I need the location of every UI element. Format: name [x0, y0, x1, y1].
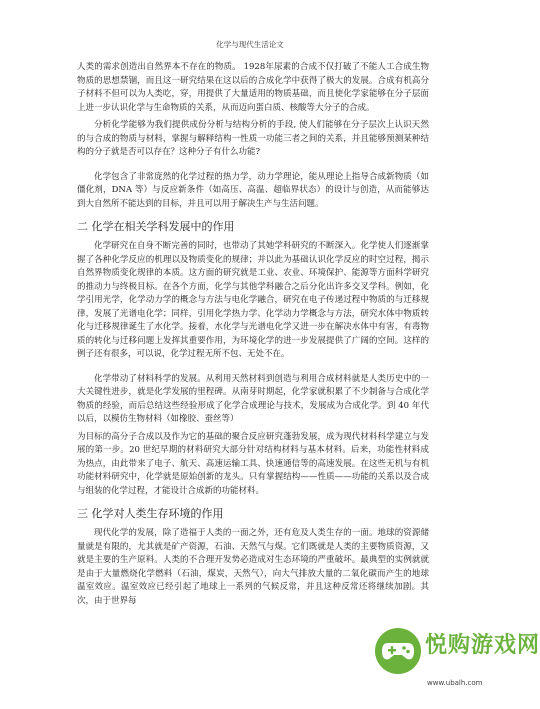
section-heading-2: 二 化学在相关学科发展中的作用: [77, 220, 235, 233]
document-body: [77, 61, 429, 612]
paragraph-materials: 化学带动了材料科学的发展。从利用天然材料到创造与利用合成材料就是人类历史中的一大关键性进步，就是化学发展的里程碑。从南芽时期起，化学家就积累了不少制备与合成化学物质的经验，而后总结这些经验形成了化学合成理论与技术，发展成为合成化学。到 40 年代以后，以模仿生物材料（如橡胶、蚕丝等）: [77, 373, 429, 424]
page-header: 化学与现代生活论文: [216, 40, 284, 49]
watermark-url: www.ubalh.com: [427, 679, 483, 687]
paragraph-theory: 化学包含了非常庞然的化学过程的热力学，动力学理论，能从理论上指导合成新物质（如僵化剂，DNA 等）与反应新条件（如高压、高温、超临界状态）的设计与创造，从而能够达到大自然所不能达到的目标，并且可以用于解决生产与生活问题。: [77, 171, 429, 209]
section-heading-3: 三 化学对人类生存环境的作用: [77, 507, 224, 520]
paragraph-environment: 现代化学的发展，除了造福于人类的一面之外，还有危及人类生存的一面。地球的资源储量就是有限的，尤其就是矿产资源，石油、天然气与煤。它们既就是人类的主要物质资源，又就是主要的生产原料。人类的不合理开发势必造成对生态环境的严重破坏。最典型的实例就就是由于大量燃烧化学燃料（石油，煤炭，天然气），向大气排放大量的二氧化碳而产生的地球温室效应。温室效应已经引起了地球上一系列的气候反常，并且这种反常还将继续加剧。其次，由于世界每: [77, 528, 429, 606]
paragraph-analysis: 分析化学能够为我们提供成份分析与结构分析的手段, 使人们能够在分子层次上认识天然的与合成的物质与材料，掌握与解释结构一性质一功能三者之间的关系，并且能够预测某种结构的分子就是否可以存在？这种分子有什么功能?: [77, 120, 429, 157]
gamepad-logo-icon: [375, 628, 421, 674]
paragraph-synthesis: 人类的需求创造出自然界本不存在的物质。 1928年尿素的合成不仅打破了不能人工合成生物物质的思想禁锢，而且这一研究结果在这以后的合成化学中获得了极大的发展。合成有机高分子材料不但可以为人类吃，穿，用提供了大量适用的物质基础，而且使化学家能够在分子层面上进一步认识化学与生命物质的关系，从而迈向蛋白质、核酸等大分子的合成。: [77, 62, 429, 113]
spacer: [77, 366, 429, 373]
spacer: [77, 164, 429, 171]
paragraph-materials-cont: 为目标的高分子合成以及作为它的基础的聚合反应研究蓬勃发展，成为现代材料科学建立与发展的第一步。20 世纪早期的材料研究大部分针对结构材料与基本材料。后来，功能性材料成为热点，由此带来了电子、航天、高速运输工具、快速通信等的高速发展。在这些无机与有机功能材料研究中，化学就是原始创新的龙头。只有掌握结构——性质——功能的关系以及合成与组装的化学过程，才能设计合成新的功能材料。: [77, 431, 429, 496]
paragraph-interdisciplinary: 化学研究在自身不断完善的同时，也带动了其她学科研究的不断深入。化学使人们逐渐掌握了各种化学反应的机理以及物质变化的规律；并以此为基础认识化学反应的时空过程，揭示自然界物质变化规律的本质。这方面的研究就是工业、农业、环境保护、能源等方面科学研究的推动力与终极目标。在各个方面，化学与其他学科融合之后分化出许多交叉学科。例如，化学引用光学，化学动力学的概念与方法与电化学融合，研究在电子传递过程中物质的与迁移规律，发展了光谱电化学；同样，引用化学热力学、化学动力学概念与方法，研究水体中物质转化与迁移规律诞生了水化学。接着，水化学与光谱电化学又进一步在解决水体中有害，有毒物质的转化与迁移问题上发挥其重要作用，为环境化学的进一步发展提供了广阔的空间。这样的例子还有很多，可以说，化学过程无所不包、无处不在。: [77, 241, 429, 359]
site-watermark: [375, 626, 540, 706]
watermark-site-name: 悦购游戏网: [425, 633, 540, 658]
